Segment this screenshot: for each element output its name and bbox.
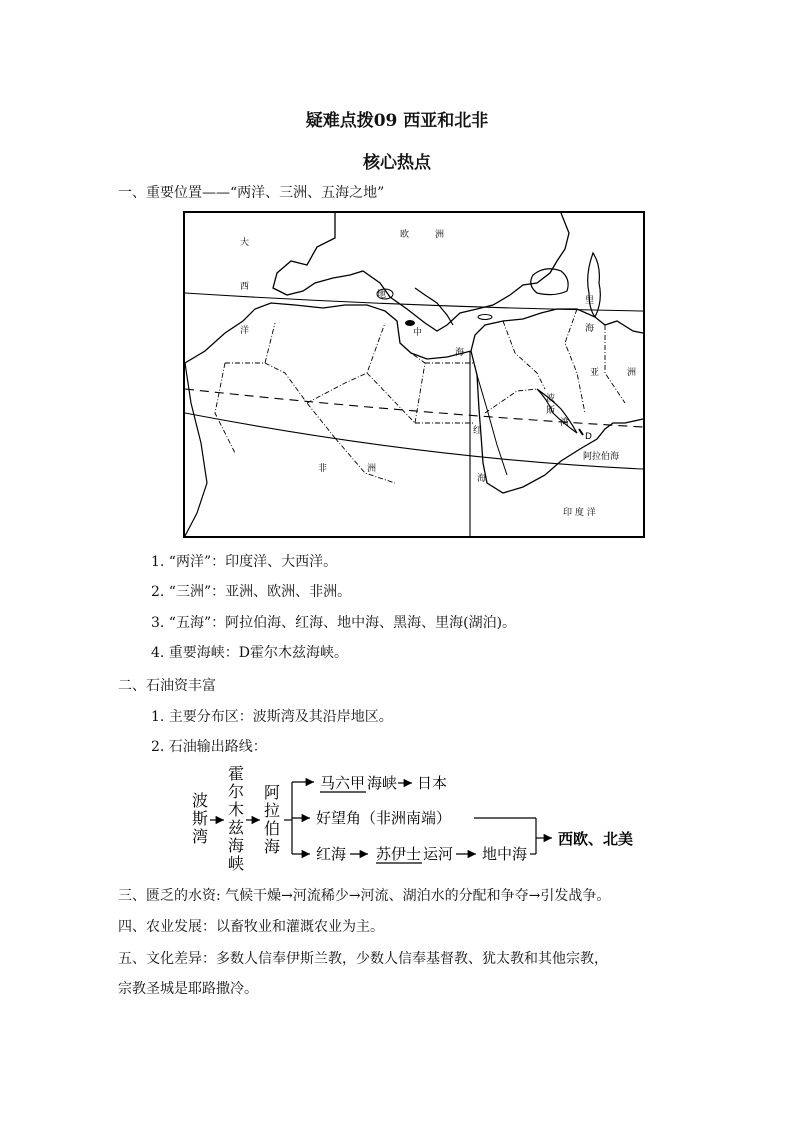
document-title: 疑难点拨09 西亚和北非 [305, 111, 489, 131]
route3-start: 红海 [316, 845, 347, 863]
map-label-bo: 波 [546, 394, 556, 404]
caspian-sea [588, 253, 601, 317]
region-map-svg [185, 213, 643, 536]
map-label-hai3: 海 [477, 474, 487, 484]
map-label-si: 斯 [546, 406, 556, 416]
map-label-wan: 湾 [560, 418, 570, 428]
map-label-arabian-sea: 阿拉伯海 [583, 452, 620, 462]
map-label-hong: 红 [473, 426, 483, 436]
route-sea-char-2: 拉 [264, 801, 281, 820]
map-label-indian-ocean: 印 度 洋 [563, 508, 596, 518]
route-strait-char-1: 霍 [228, 764, 245, 783]
persian-gulf [537, 389, 577, 433]
section1-heading: 一、重要位置——“两洋、三洲、五海之地” [118, 185, 385, 201]
map-label-zhou2: 洲 [627, 368, 637, 378]
oil-route-diagram [186, 762, 646, 874]
map-label-li: 里 [585, 296, 595, 306]
route-origin-char-3: 湾 [192, 827, 209, 846]
map-label-zhou1: 洲 [435, 230, 445, 240]
route3-canal-suffix: 运河 [423, 845, 454, 863]
section2-heading: 二、石油资丰富 [118, 678, 216, 694]
map-label-di: 地 [377, 290, 387, 300]
section5-line-1: 五、文化差异：多数人信奉伊斯兰教，少数人信奉基督教、犹太教和其他宗教， [118, 951, 608, 967]
section2-item-2: 2. 石油输出路线： [151, 739, 267, 755]
map-label-hai2: 海 [585, 324, 595, 334]
map-label-ou: 欧 [400, 230, 410, 240]
latitude-line-north [185, 293, 643, 311]
red-sea-line [477, 375, 507, 475]
route-sea-char-3: 伯 [264, 819, 281, 838]
tropic-of-cancer [185, 389, 643, 427]
map-label-d: D [585, 432, 592, 442]
map-label-ya: 亚 [590, 368, 600, 378]
route3-end: 地中海 [482, 845, 528, 863]
map-label-hai1: 海 [455, 348, 465, 358]
section4-text: 四、农业发展：以畜牧业和灌溉农业为主。 [118, 919, 384, 935]
route1-destination: 日本 [417, 774, 448, 792]
route-strait-char-6: 峡 [228, 854, 245, 873]
levant-coast [471, 309, 643, 351]
map-label-yang: 洋 [240, 326, 250, 336]
route-sea-char-4: 海 [264, 837, 281, 856]
section-subtitle: 核心热点 [363, 153, 431, 173]
route-strait-char-2: 尔 [228, 782, 245, 801]
route3-canal: 苏伊士 [376, 845, 422, 863]
section1-item-3: 3. “五海”：阿拉伯海、红海、地中海、黑海、里海(湖泊)。 [151, 615, 517, 631]
route-origin-char-1: 波 [192, 791, 209, 810]
hormuz-marker [579, 429, 583, 435]
route-strait-char-3: 木 [228, 800, 245, 819]
route1-strait: 马六甲 [320, 774, 366, 792]
route-strait-char-5: 海 [228, 836, 245, 855]
region-map [183, 211, 645, 538]
section2-item-1: 1. 主要分布区：波斯湾及其沿岸地区。 [151, 709, 393, 725]
map-label-zhou3: 洲 [367, 464, 377, 474]
section5-line-2: 宗教圣城是耶路撒冷。 [118, 981, 258, 997]
map-label-xi: 西 [240, 282, 250, 292]
route-sea-char-1: 阿 [264, 783, 281, 802]
section1-item-2: 2. “三洲”：亚洲、欧洲、非洲。 [151, 584, 352, 600]
map-label-fei: 非 [318, 464, 328, 474]
section1-item-1: 1. “两洋”：印度洋、大西洋。 [151, 554, 338, 570]
final-destination: 西欧、北美 [558, 830, 634, 848]
map-label-da: 大 [240, 238, 250, 248]
europe-coast [273, 213, 569, 331]
island-crete [478, 315, 492, 320]
map-label-zhong: 中 [413, 328, 423, 338]
section3-text: 三、匮乏的水资: 气候干燥→河流稀少→河流、湖泊水的分配和争夺→引发战争。 [118, 888, 611, 904]
route-origin-char-2: 斯 [192, 809, 209, 828]
island-sicily [405, 320, 415, 326]
route1-suffix: 海峡 [367, 774, 398, 792]
route2-label: 好望角（非洲南端） [316, 809, 452, 827]
route-strait-char-4: 兹 [228, 818, 245, 837]
section1-item-4: 4. 重要海峡：D霍尔木兹海峡。 [151, 645, 349, 661]
